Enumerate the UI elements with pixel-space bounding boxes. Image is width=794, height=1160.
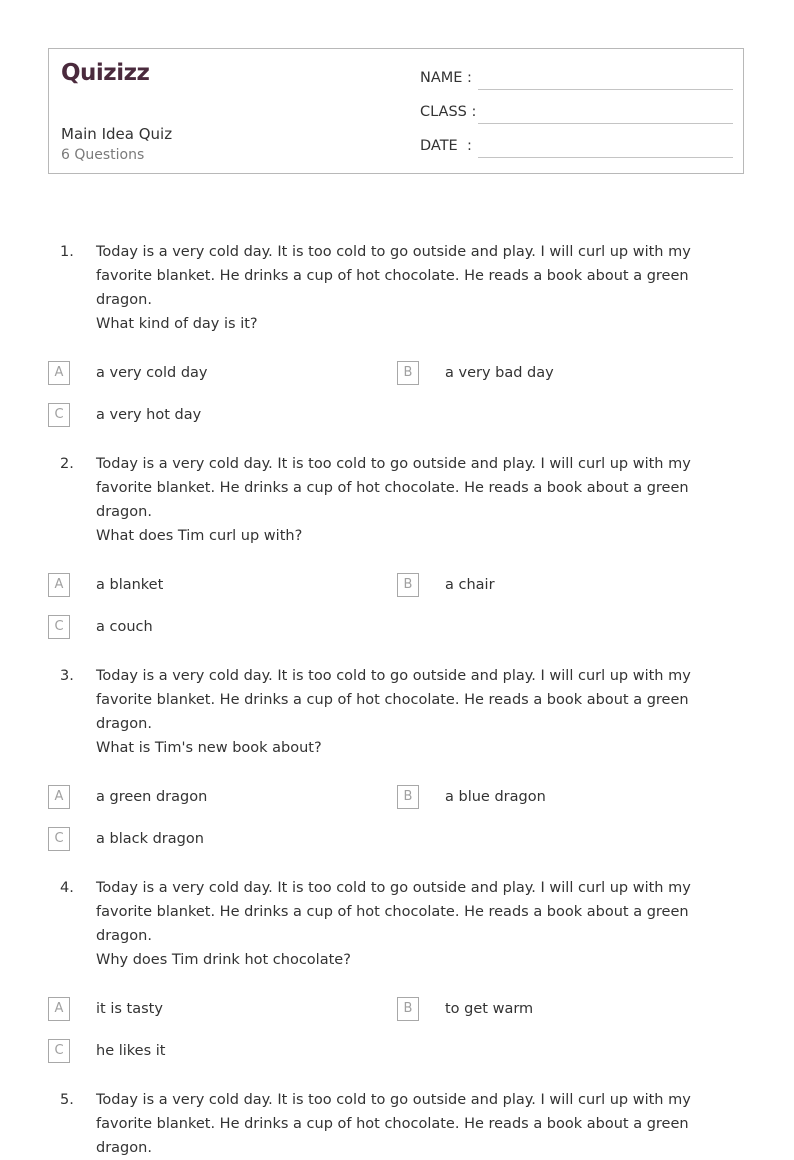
option-letter-box: B bbox=[397, 361, 419, 385]
option-text: a couch bbox=[96, 619, 153, 635]
option-letter-box: A bbox=[48, 361, 70, 385]
option-text: it is tasty bbox=[96, 1001, 163, 1017]
option-letter-box: C bbox=[48, 403, 70, 427]
option-text: a black dragon bbox=[96, 831, 204, 847]
option-letter-box: C bbox=[48, 1039, 70, 1063]
option-text: a very hot day bbox=[96, 407, 202, 423]
question-prompt: Why does Tim drink hot chocolate? bbox=[96, 952, 351, 968]
option-text: to get warm bbox=[445, 1001, 534, 1017]
question-text bbox=[96, 876, 706, 972]
question-text bbox=[96, 240, 706, 336]
date-label: DATE : bbox=[420, 138, 472, 154]
question-count: 6 Questions bbox=[61, 147, 145, 163]
date-line bbox=[478, 157, 733, 158]
option-text: a very bad day bbox=[445, 365, 554, 381]
question-passage: Today is a very cold day. It is too cold to go outside and play. I will curl up with my favorite blanket. He drinks a cup of hot chocolate. He reads a book about a green dragon. bbox=[96, 668, 691, 732]
option-letter-box: C bbox=[48, 827, 70, 851]
question-number: 3. bbox=[60, 668, 74, 684]
option-text: a very cold day bbox=[96, 365, 208, 381]
option-text: he likes it bbox=[96, 1043, 166, 1059]
question-number: 5. bbox=[60, 1092, 74, 1108]
question-number: 1. bbox=[60, 244, 74, 260]
question-text bbox=[96, 1088, 706, 1160]
option-letter-box: A bbox=[48, 785, 70, 809]
option-text: a green dragon bbox=[96, 789, 208, 805]
question-text bbox=[96, 452, 706, 548]
class-field[interactable] bbox=[420, 100, 733, 124]
option-text: a blue dragon bbox=[445, 789, 546, 805]
option-letter-box: B bbox=[397, 997, 419, 1021]
class-line bbox=[478, 123, 733, 124]
question-number: 2. bbox=[60, 456, 74, 472]
date-field[interactable] bbox=[420, 134, 733, 158]
question-passage: Today is a very cold day. It is too cold to go outside and play. I will curl up with my favorite blanket. He drinks a cup of hot chocolate. He reads a book about a green dragon. bbox=[96, 456, 691, 520]
name-line bbox=[478, 89, 733, 90]
option-text: a blanket bbox=[96, 577, 164, 593]
question-text bbox=[96, 664, 706, 760]
name-field[interactable] bbox=[420, 66, 733, 90]
question-prompt: What does Tim curl up with? bbox=[96, 528, 303, 544]
option-letter-box: C bbox=[48, 615, 70, 639]
option-letter-box: A bbox=[48, 573, 70, 597]
option-letter-box: B bbox=[397, 785, 419, 809]
question-passage: Today is a very cold day. It is too cold to go outside and play. I will curl up with my favorite blanket. He drinks a cup of hot chocolate. He reads a book about a green dragon. bbox=[96, 880, 691, 944]
question-passage: Today is a very cold day. It is too cold to go outside and play. I will curl up with my favorite blanket. He drinks a cup of hot chocolate. He reads a book about a green dragon. bbox=[96, 1092, 691, 1156]
option-text: a chair bbox=[445, 577, 495, 593]
option-letter-box: B bbox=[397, 573, 419, 597]
quiz-title: Main Idea Quiz bbox=[61, 125, 173, 143]
question-prompt: What kind of day is it? bbox=[96, 316, 258, 332]
name-label: NAME : bbox=[420, 70, 472, 86]
question-prompt: What is Tim's new book about? bbox=[96, 740, 322, 756]
question-passage: Today is a very cold day. It is too cold to go outside and play. I will curl up with my favorite blanket. He drinks a cup of hot chocolate. He reads a book about a green dragon. bbox=[96, 244, 691, 308]
option-letter-box: A bbox=[48, 997, 70, 1021]
quizizz-logo: Quizizz bbox=[61, 60, 150, 86]
question-number: 4. bbox=[60, 880, 74, 896]
worksheet-header bbox=[48, 48, 744, 174]
class-label: CLASS : bbox=[420, 104, 477, 120]
